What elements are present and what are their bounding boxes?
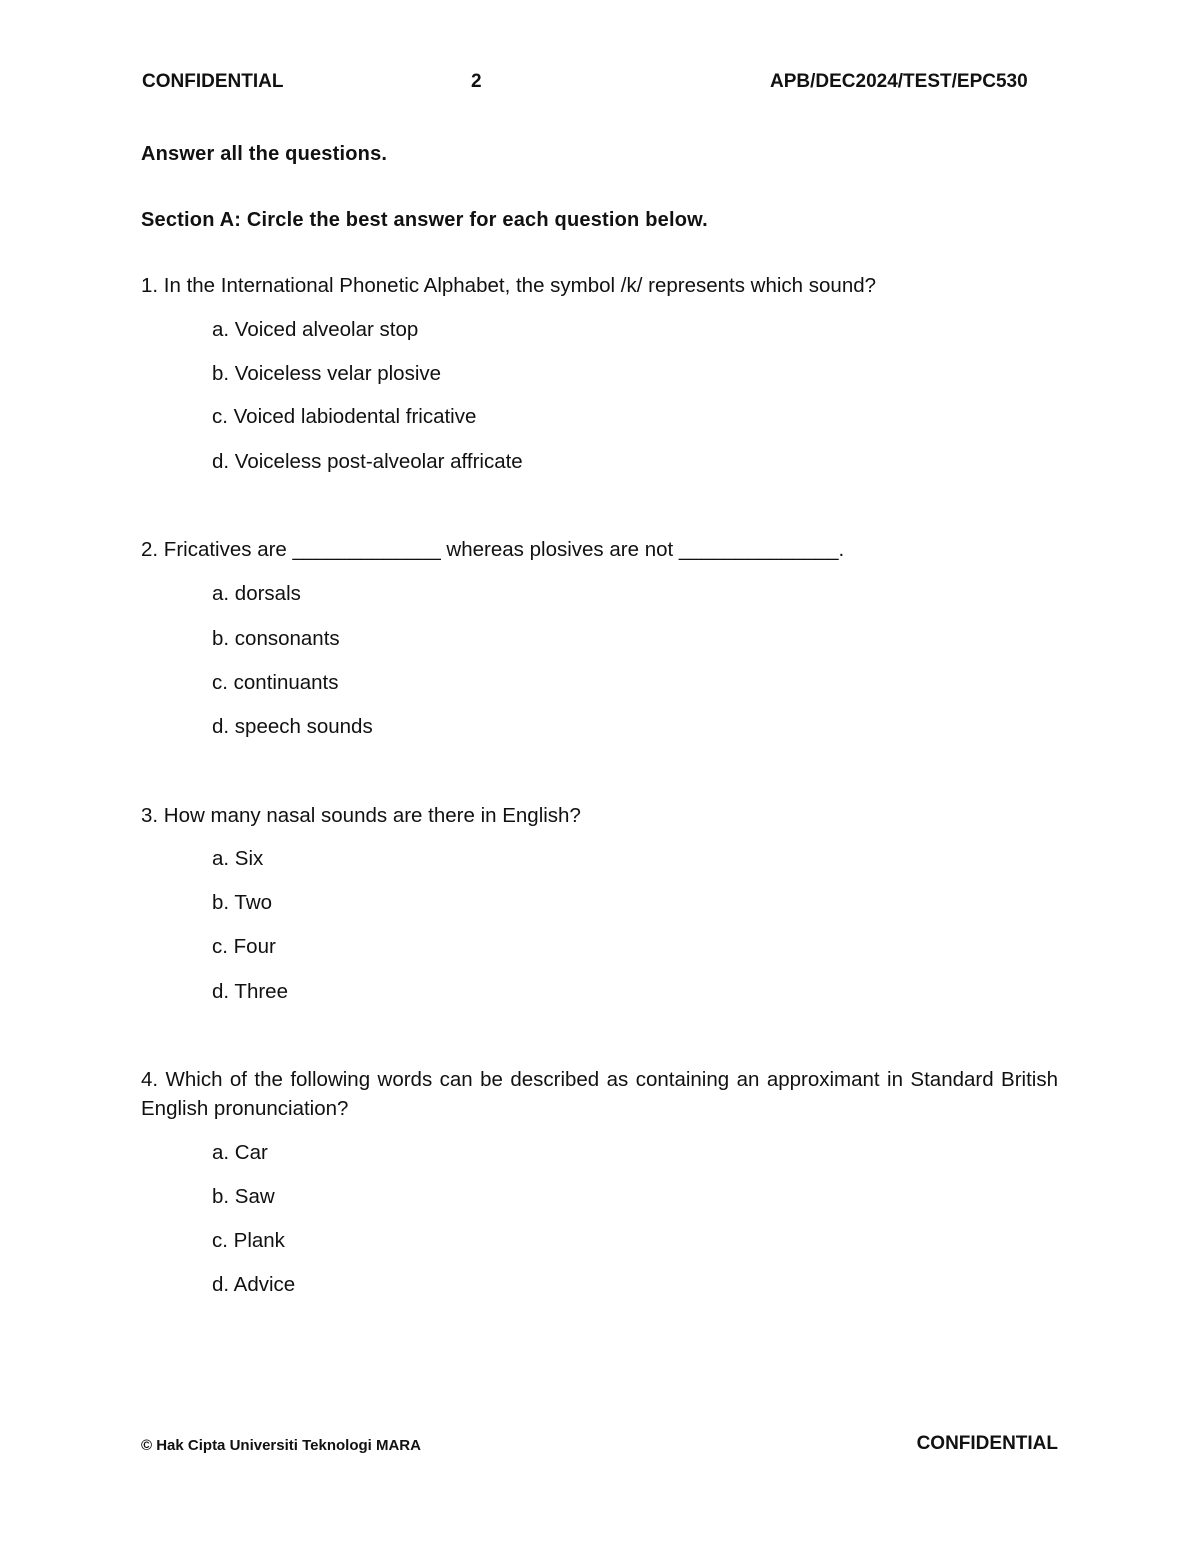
question-3-option-c: c. Four [212,935,276,958]
question-1-option-b: b. Voiceless velar plosive [212,362,442,385]
question-3-option-a: a. Six [212,847,264,870]
question-4-option-c: c. Plank [212,1229,285,1252]
question-4-option-a: a. Car [212,1141,268,1164]
section-title: Section A: Circle the best answer for each question below. [141,209,708,231]
question-2-option-a: a. dorsals [212,582,301,605]
question-2-option-d: d. speech sounds [212,715,373,738]
question-2-option-c: c. continuants [212,671,339,694]
question-1-text: 1. In the International Phonetic Alphabet, the symbol /k/ represents which sound? [141,274,877,297]
footer-confidential: CONFIDENTIAL [916,1433,1058,1454]
question-1-option-d: d. Voiceless post-alveolar affricate [212,450,523,473]
question-4-text: 4. Which of the following words can be described as containing an approximant in Standard British English pronunciation? [141,1068,1058,1120]
question-3-text: 3. How many nasal sounds are there in English? [141,804,581,827]
header-confidential: CONFIDENTIAL [142,71,284,92]
question-3-option-d: d. Three [212,980,288,1003]
footer-copyright: © Hak Cipta Universiti Teknologi MARA [141,1437,421,1454]
question-2-option-b: b. consonants [212,627,340,650]
question-4-option-d: d. Advice [212,1273,296,1296]
instructions: Answer all the questions. [141,143,388,165]
paper-code: APB/DEC2024/TEST/EPC530 [770,71,1028,92]
question-1-option-c: c. Voiced labiodental fricative [212,405,477,428]
question-2-text: 2. Fricatives are _____________ whereas plosives are not ______________. [141,538,845,561]
page-number: 2 [471,71,482,92]
question-3-option-b: b. Two [212,891,273,914]
question-4-option-b: b. Saw [212,1185,275,1208]
question-1-option-a: a. Voiced alveolar stop [212,318,419,341]
